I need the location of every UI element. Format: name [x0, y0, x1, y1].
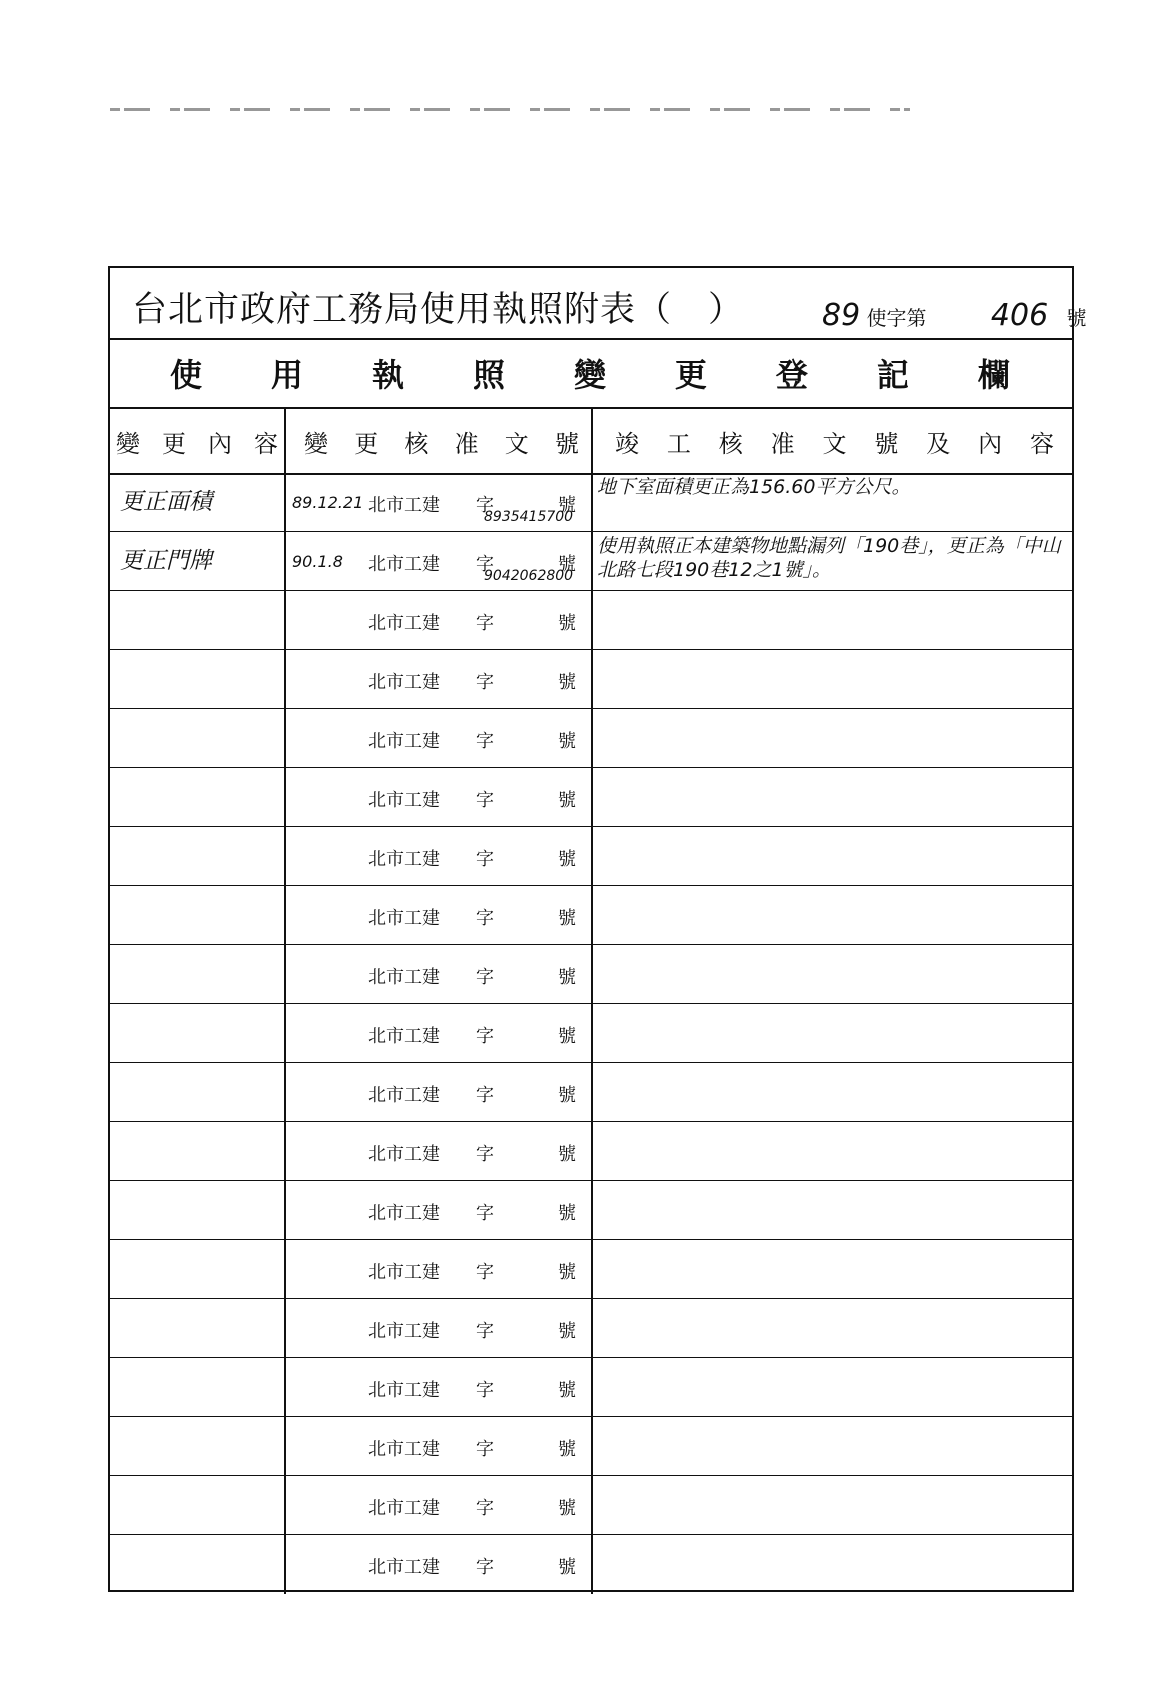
- approval-number-cell: [286, 1535, 593, 1594]
- change-content-cell: [110, 886, 286, 944]
- zi-label: 字: [476, 1557, 494, 1578]
- approval-number-cell: [286, 709, 593, 767]
- header-char: 工: [666, 429, 691, 458]
- scan-noise-line: [110, 108, 910, 111]
- change-content-cell: [110, 473, 286, 531]
- permit-attachment-form: [108, 266, 1087, 1592]
- table-row: [110, 945, 1072, 1004]
- completion-detail-cell: [593, 1063, 1072, 1121]
- approval-number-cell: [286, 591, 593, 649]
- header-approval-number: [286, 409, 593, 473]
- hao-label: 號: [558, 672, 576, 693]
- form-title: 台北市政府工務局使用執照附表（ ）: [132, 290, 745, 330]
- permit-number: 406: [990, 298, 1049, 333]
- issuing-office: 北市工建: [368, 1380, 440, 1401]
- band-char: 使: [170, 355, 203, 394]
- header-completion-approval: [593, 409, 1072, 473]
- approval-number-cell: [286, 1476, 593, 1534]
- issuing-office: 北市工建: [368, 1321, 440, 1342]
- issuing-office: 北市工建: [368, 967, 440, 988]
- table-row: [110, 1535, 1072, 1594]
- change-content-cell: [110, 1122, 286, 1180]
- approval-number-cell: [286, 945, 593, 1003]
- zi-label: 字: [476, 1439, 494, 1460]
- approval-number-cell: [286, 1004, 593, 1062]
- issuing-office: 北市工建: [368, 495, 440, 516]
- hao-label: 號: [558, 1085, 576, 1106]
- zi-label: 字: [476, 731, 494, 752]
- hao-label: 號: [558, 1498, 576, 1519]
- issuing-office: 北市工建: [368, 613, 440, 634]
- document-number: 8935415700: [484, 509, 574, 525]
- hao-label: 號: [558, 790, 576, 811]
- table-row: [110, 1417, 1072, 1476]
- issuing-office: 北市工建: [368, 1262, 440, 1283]
- issuing-office: 北市工建: [368, 1026, 440, 1047]
- change-content-cell: [110, 1358, 286, 1416]
- completion-detail-cell: [593, 591, 1072, 649]
- hao-label: 號: [558, 554, 576, 575]
- completion-detail-cell: [593, 1358, 1072, 1416]
- document-number: 9042062800: [484, 568, 574, 584]
- band-char: 欄: [977, 355, 1010, 394]
- column-header-row: [110, 409, 1072, 475]
- band-char: 更: [674, 355, 707, 394]
- zi-label: 字: [476, 908, 494, 929]
- zi-label: 字: [476, 1321, 494, 1342]
- hao-label: 號: [558, 731, 576, 752]
- change-records: [110, 473, 1072, 1590]
- zi-label: 字: [476, 613, 494, 634]
- hao-label: 號: [558, 613, 576, 634]
- header-char: 號: [554, 429, 579, 458]
- header-char: 准: [454, 429, 479, 458]
- issuing-office: 北市工建: [368, 1439, 440, 1460]
- hao-label: 號: [558, 1144, 576, 1165]
- header-char: 內: [978, 429, 1003, 458]
- completion-detail: 使用執照正本建築物地點漏列「190巷」，更正為「中山北路七段190巷12之1號」。: [597, 535, 1061, 581]
- table-row: [110, 473, 1072, 532]
- completion-detail-cell: [593, 1122, 1072, 1180]
- hao-label: 號: [558, 1203, 576, 1224]
- issuing-office: 北市工建: [368, 790, 440, 811]
- issuing-office: 北市工建: [368, 1557, 440, 1578]
- approval-number-cell: [286, 1122, 593, 1180]
- change-content-cell: [110, 1063, 286, 1121]
- zi-label: 字: [476, 1144, 494, 1165]
- completion-detail-cell: [593, 1299, 1072, 1357]
- zi-label: 字: [476, 1085, 494, 1106]
- change-content-cell: [110, 1181, 286, 1239]
- hao-label: 號: [558, 1557, 576, 1578]
- zi-label: 字: [476, 1026, 494, 1047]
- approval-number-cell: [286, 1417, 593, 1475]
- header-char: 號: [874, 429, 899, 458]
- change-content-cell: [110, 591, 286, 649]
- table-row: [110, 1063, 1072, 1122]
- table-row: [110, 1358, 1072, 1417]
- hao-label: 號: [558, 908, 576, 929]
- issuing-office: 北市工建: [368, 1144, 440, 1165]
- permit-number-block: [822, 298, 1087, 333]
- approval-number-cell: [286, 1299, 593, 1357]
- approval-number-cell: [286, 1240, 593, 1298]
- completion-detail-cell: [593, 473, 1072, 531]
- table-row: [110, 1476, 1072, 1535]
- change-content-cell: [110, 1417, 286, 1475]
- completion-detail-cell: [593, 945, 1072, 1003]
- hao-label: 號: [558, 849, 576, 870]
- issuing-office: 北市工建: [368, 672, 440, 693]
- header-char: 文: [822, 429, 847, 458]
- change-content-cell: [110, 1240, 286, 1298]
- zi-label: 字: [476, 554, 494, 575]
- change-content-cell: [110, 650, 286, 708]
- zi-label: 字: [476, 672, 494, 693]
- approval-number-cell: [286, 650, 593, 708]
- table-row: [110, 827, 1072, 886]
- header-char: 及: [926, 429, 951, 458]
- zi-label: 字: [476, 790, 494, 811]
- change-content: 更正門牌: [120, 548, 212, 574]
- section-title-band: [110, 338, 1072, 409]
- completion-detail: 地下室面積更正為156.60平方公尺。: [597, 476, 911, 498]
- table-row: [110, 591, 1072, 650]
- approval-number-cell: [286, 1358, 593, 1416]
- approval-number-cell: [286, 886, 593, 944]
- completion-detail-cell: [593, 1535, 1072, 1594]
- table-row: [110, 650, 1072, 709]
- issuing-office: 北市工建: [368, 1085, 440, 1106]
- hao-label: 號: [558, 1026, 576, 1047]
- hao-label: 號: [558, 1321, 576, 1342]
- table-row: [110, 1299, 1072, 1358]
- change-content-cell: [110, 1476, 286, 1534]
- header-char: 核: [404, 429, 429, 458]
- issuing-office: 北市工建: [368, 731, 440, 752]
- approval-number-cell: [286, 1063, 593, 1121]
- change-content-cell: [110, 1299, 286, 1357]
- band-char: 用: [270, 355, 303, 394]
- issuing-office: 北市工建: [368, 1203, 440, 1224]
- table-row: [110, 1181, 1072, 1240]
- approval-number-cell: [286, 827, 593, 885]
- header-char: 准: [770, 429, 795, 458]
- approval-date: 90.1.8: [292, 552, 343, 571]
- change-content-cell: [110, 532, 286, 590]
- header-char: 更: [354, 429, 379, 458]
- table-row: [110, 1004, 1072, 1063]
- change-content-cell: [110, 827, 286, 885]
- completion-detail-cell: [593, 532, 1072, 590]
- table-row: [110, 1122, 1072, 1181]
- hao-label: 號: [558, 1262, 576, 1283]
- issuing-office: 北市工建: [368, 908, 440, 929]
- band-char: 記: [876, 355, 909, 394]
- change-content-cell: [110, 709, 286, 767]
- zi-label: 字: [476, 1262, 494, 1283]
- completion-detail-cell: [593, 1181, 1072, 1239]
- table-row: [110, 768, 1072, 827]
- approval-number-cell: [286, 473, 593, 531]
- table-row: [110, 709, 1072, 768]
- change-content-cell: [110, 945, 286, 1003]
- band-char: 照: [472, 355, 505, 394]
- completion-detail-cell: [593, 709, 1072, 767]
- header-char: 內: [208, 429, 232, 458]
- header-char: 文: [504, 429, 529, 458]
- title-row: [110, 268, 1087, 340]
- zi-label: 字: [476, 849, 494, 870]
- change-content-cell: [110, 1004, 286, 1062]
- issuing-office: 北市工建: [368, 849, 440, 870]
- header-char: 核: [718, 429, 743, 458]
- band-char: 登: [775, 355, 808, 394]
- permit-label: 使字第: [866, 306, 927, 330]
- completion-detail-cell: [593, 650, 1072, 708]
- zi-label: 字: [476, 1203, 494, 1224]
- issuing-office: 北市工建: [368, 554, 440, 575]
- band-char: 變: [573, 355, 606, 394]
- permit-year: 89: [822, 298, 861, 333]
- change-content-cell: [110, 768, 286, 826]
- header-change-content: [110, 409, 286, 473]
- change-content-cell: [110, 1535, 286, 1594]
- completion-detail-cell: [593, 1417, 1072, 1475]
- header-char: 變: [304, 429, 328, 458]
- zi-label: 字: [476, 1380, 494, 1401]
- header-char: 容: [254, 429, 278, 458]
- header-char: 容: [1030, 429, 1054, 458]
- approval-number-cell: [286, 532, 593, 590]
- zi-label: 字: [476, 967, 494, 988]
- header-char: 變: [116, 429, 140, 458]
- issuing-office: 北市工建: [368, 1498, 440, 1519]
- completion-detail-cell: [593, 827, 1072, 885]
- change-content: 更正面積: [120, 489, 212, 515]
- band-char: 執: [371, 355, 404, 394]
- hao-label: 號: [558, 495, 576, 516]
- table-row: [110, 886, 1072, 945]
- approval-number-cell: [286, 768, 593, 826]
- header-char: 更: [162, 429, 186, 458]
- zi-label: 字: [476, 495, 494, 516]
- approval-date: 89.12.21: [292, 493, 364, 512]
- table-row: [110, 1240, 1072, 1299]
- table-row: [110, 532, 1072, 591]
- completion-detail-cell: [593, 1240, 1072, 1298]
- hao-label: 號: [558, 967, 576, 988]
- permit-suffix: 號: [1066, 306, 1087, 330]
- completion-detail-cell: [593, 1004, 1072, 1062]
- approval-number-cell: [286, 1181, 593, 1239]
- completion-detail-cell: [593, 1476, 1072, 1534]
- hao-label: 號: [558, 1380, 576, 1401]
- header-char: 竣: [615, 429, 639, 458]
- hao-label: 號: [558, 1439, 576, 1460]
- zi-label: 字: [476, 1498, 494, 1519]
- completion-detail-cell: [593, 768, 1072, 826]
- completion-detail-cell: [593, 886, 1072, 944]
